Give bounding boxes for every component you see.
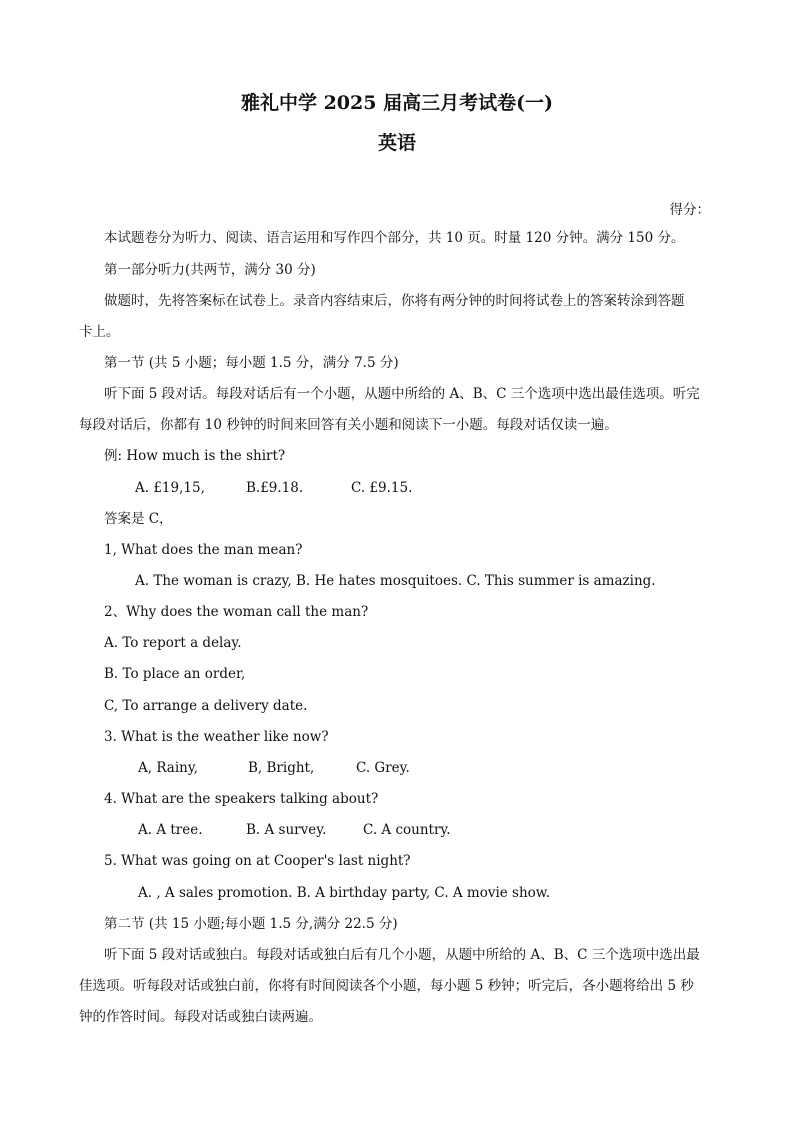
- score-label: 得分：: [669, 202, 710, 218]
- section2-heading: 第二节 (共 15 小题;每小题 1.5 分,满分 22.5 分): [104, 916, 398, 932]
- section1-instruction-line1: 听下面 5 段对话。每段对话后有一个小题，从题中所给的 A、B、C 三个选项中选出最佳选项。听完: [104, 386, 700, 402]
- example-option-a: A. £19,15,: [135, 480, 205, 496]
- question-3-option-c: C. Grey.: [356, 760, 410, 776]
- question-5-options: A. , A sales promotion. B. A birthday party, C. A movie show.: [138, 885, 551, 901]
- question-3-option-b: B, Bright,: [248, 760, 315, 776]
- question-4-stem: 4. What are the speakers talking about?: [104, 791, 379, 807]
- exam-title: 雅礼中学 2025 届高三月考试卷(一): [240, 92, 554, 114]
- part1-instruction-line2: 卡上。: [79, 324, 120, 340]
- section1-instruction-line2: 每段对话后，你都有 10 秒钟的时间来回答有关小题和阅读下一小题。每段对话仅读一遍。: [79, 417, 618, 433]
- example-option-b: B.£9.18.: [246, 480, 304, 496]
- question-2-option-c: C, To arrange a delivery date.: [104, 698, 308, 714]
- part1-instruction-line1: 做题时，先将答案标在试卷上。录音内容结束后，你将有两分钟的时间将试卷上的答案转涂到答题: [104, 293, 685, 309]
- part1-heading: 第一部分听力(共两节，满分 30 分): [104, 262, 316, 278]
- question-4-options: [138, 821, 451, 839]
- question-4-option-b: B. A survey.: [246, 822, 327, 838]
- question-4-option-c: C. A country.: [363, 822, 451, 838]
- example-options: [135, 479, 412, 497]
- question-2-option-b: B. To place an order,: [104, 666, 246, 682]
- question-1-options: A. The woman is crazy, B. He hates mosquitoes. C. This summer is amazing.: [135, 573, 656, 589]
- intro-text: 本试题卷分为听力、阅读、语言运用和写作四个部分，共 10 页。时量 120 分钟。满分 150 分。: [104, 230, 685, 246]
- question-4-option-a: A. A tree.: [138, 822, 203, 838]
- question-3-option-a: A, Rainy,: [138, 760, 198, 776]
- section2-instruction-line3: 钟的作答时间。每段对话或独白读两遍。: [79, 1009, 322, 1025]
- section2-instruction-line1: 听下面 5 段对话或独白。每段对话或独白后有几个小题，从题中所给的 A、B、C 三个选项中选出最: [104, 947, 700, 963]
- question-2-option-a: A. To report a delay.: [104, 635, 242, 651]
- section1-heading: 第一节 (共 5 小题；每小题 1.5 分，满分 7.5 分): [104, 355, 399, 371]
- example-question: 例: How much is the shirt?: [104, 448, 286, 464]
- question-1-stem: 1, What does the man mean?: [104, 542, 303, 558]
- section2-instruction-line2: 佳选项。听每段对话或独白前，你将有时间阅读各个小题，每小题 5 秒钟；听完后，各小题将给出 5 秒: [79, 978, 694, 994]
- exam-subject: 英语: [377, 132, 416, 154]
- example-option-c: C. £9.15.: [351, 480, 413, 496]
- question-5-stem: 5. What was going on at Cooper's last night?: [104, 853, 411, 869]
- example-answer: 答案是 C，: [104, 511, 173, 527]
- question-2-stem: 2、Why does the woman call the man?: [104, 604, 369, 620]
- question-3-options: [138, 759, 410, 777]
- question-3-stem: 3. What is the weather like now?: [104, 729, 329, 745]
